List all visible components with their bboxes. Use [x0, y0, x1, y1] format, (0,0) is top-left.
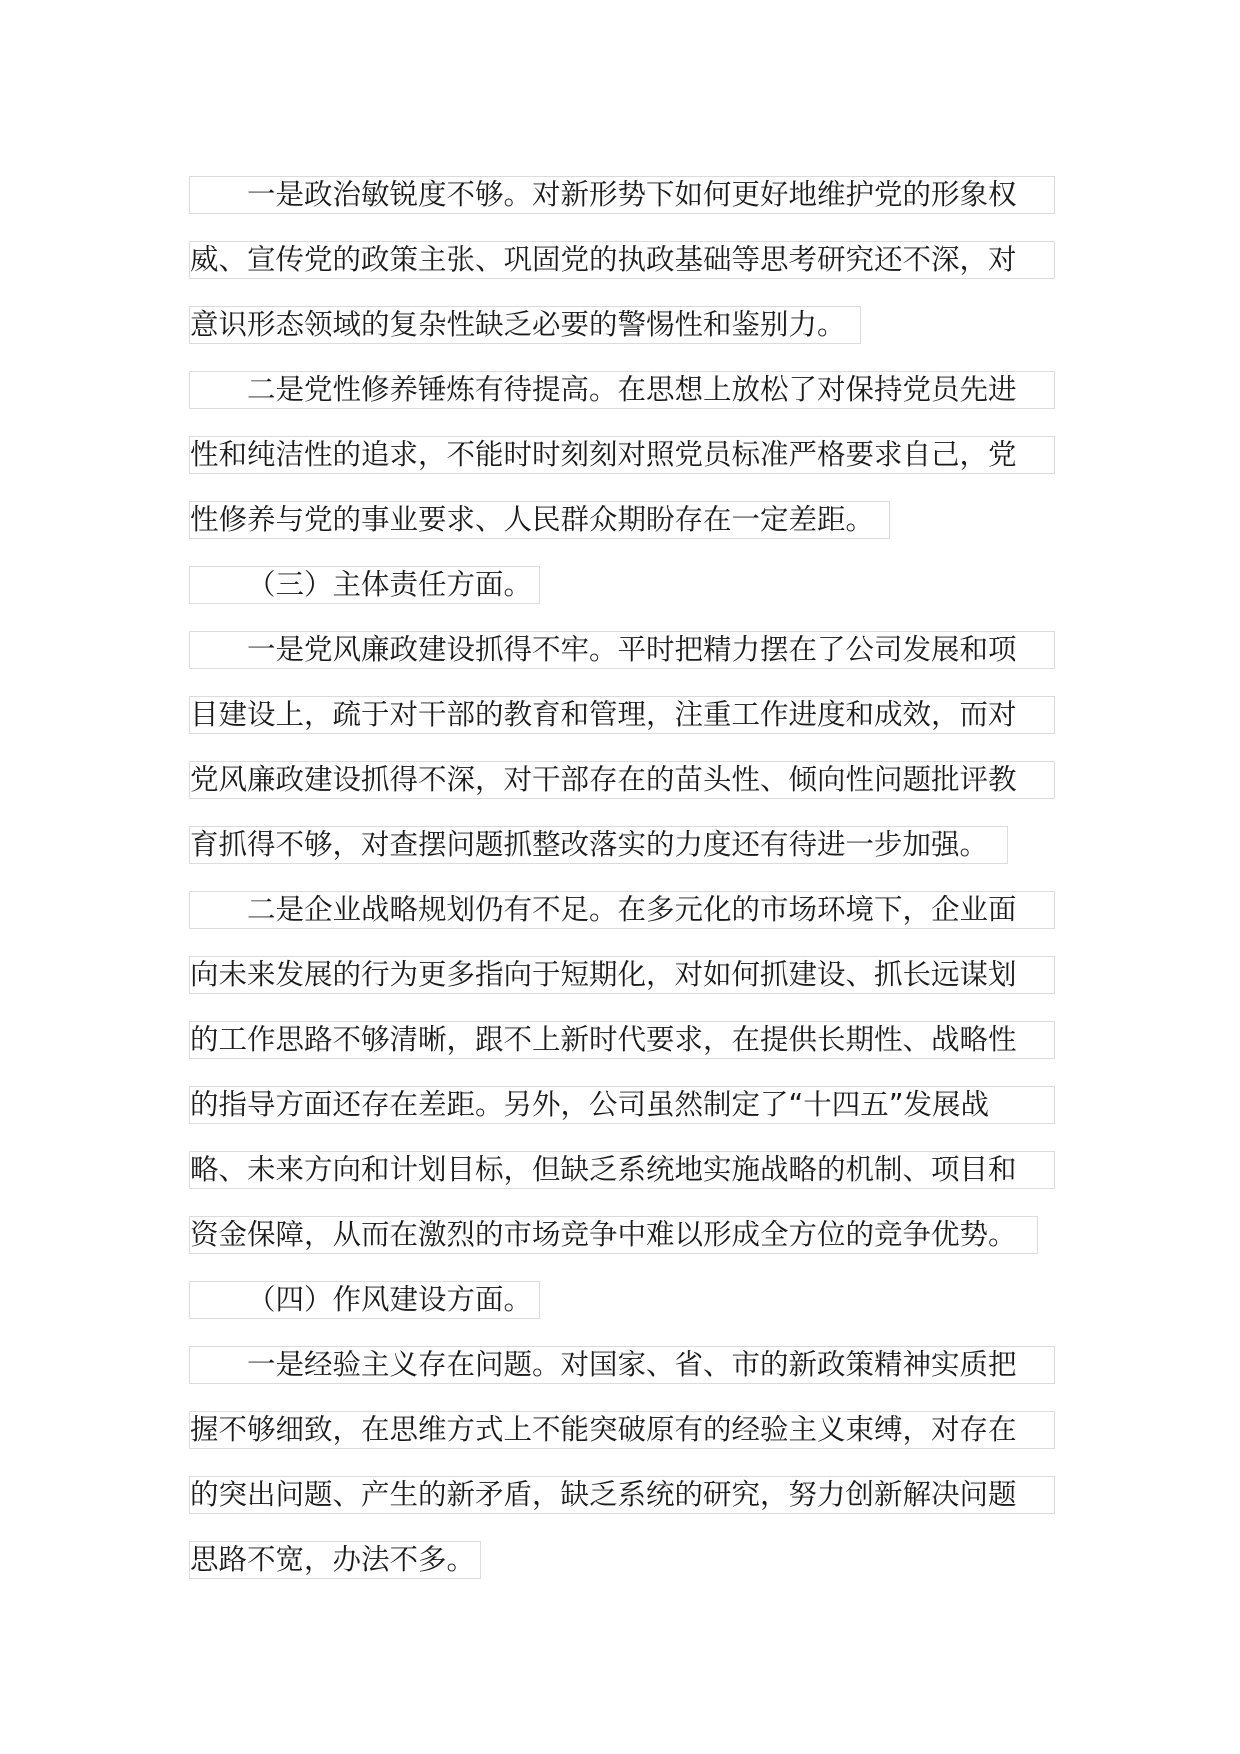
paragraph-line: 思路不宽，办法不多。: [189, 1541, 481, 1579]
section-heading: （四）作风建设方面。: [189, 1281, 540, 1319]
paragraph-line: 二是企业战略规划仍有不足。在多元化的市场环境下，企业面: [189, 891, 1055, 929]
section-heading: （三）主体责任方面。: [189, 566, 540, 604]
paragraph-line: 一是政治敏锐度不够。对新形势下如何更好地维护党的形象权: [189, 176, 1055, 214]
paragraph-line: 的工作思路不够清晰，跟不上新时代要求，在提供长期性、战略性: [189, 1021, 1055, 1059]
paragraph-line: 意识形态领域的复杂性缺乏必要的警惕性和鉴别力。: [189, 306, 861, 344]
paragraph-line: 一是经验主义存在问题。对国家、省、市的新政策精神实质把: [189, 1346, 1055, 1384]
paragraph-line: 握不够细致，在思维方式上不能突破原有的经验主义束缚，对存在: [189, 1411, 1055, 1449]
paragraph-line: 的指导方面还存在差距。另外，公司虽然制定了“十四五”发展战: [189, 1086, 1055, 1124]
paragraph-line: 略、未来方向和计划目标，但缺乏系统地实施战略的机制、项目和: [189, 1151, 1055, 1189]
paragraph-line: 性修养与党的事业要求、人民群众期盼存在一定差距。: [189, 501, 890, 539]
paragraph-line: 威、宣传党的政策主张、巩固党的执政基础等思考研究还不深，对: [189, 241, 1055, 279]
paragraph-line: 一是党风廉政建设抓得不牢。平时把精力摆在了公司发展和项: [189, 631, 1055, 669]
paragraph-line: 向未来发展的行为更多指向于短期化，对如何抓建设、抓长远谋划: [189, 956, 1055, 994]
paragraph-line: 党风廉政建设抓得不深，对干部存在的苗头性、倾向性问题批评教: [189, 761, 1055, 799]
paragraph-line: 育抓得不够，对查摆问题抓整改落实的力度还有待进一步加强。: [189, 826, 1008, 864]
paragraph-line: 的突出问题、产生的新矛盾，缺乏系统的研究，努力创新解决问题: [189, 1476, 1055, 1514]
paragraph-line: 二是党性修养锤炼有待提高。在思想上放松了对保持党员先进: [189, 371, 1055, 409]
paragraph-line: 资金保障，从而在激烈的市场竞争中难以形成全方位的竞争优势。: [189, 1216, 1038, 1254]
paragraph-line: 目建设上，疏于对干部的教育和管理，注重工作进度和成效，而对: [189, 696, 1055, 734]
paragraph-line: 性和纯洁性的追求，不能时时刻刻对照党员标准严格要求自己，党: [189, 436, 1055, 474]
